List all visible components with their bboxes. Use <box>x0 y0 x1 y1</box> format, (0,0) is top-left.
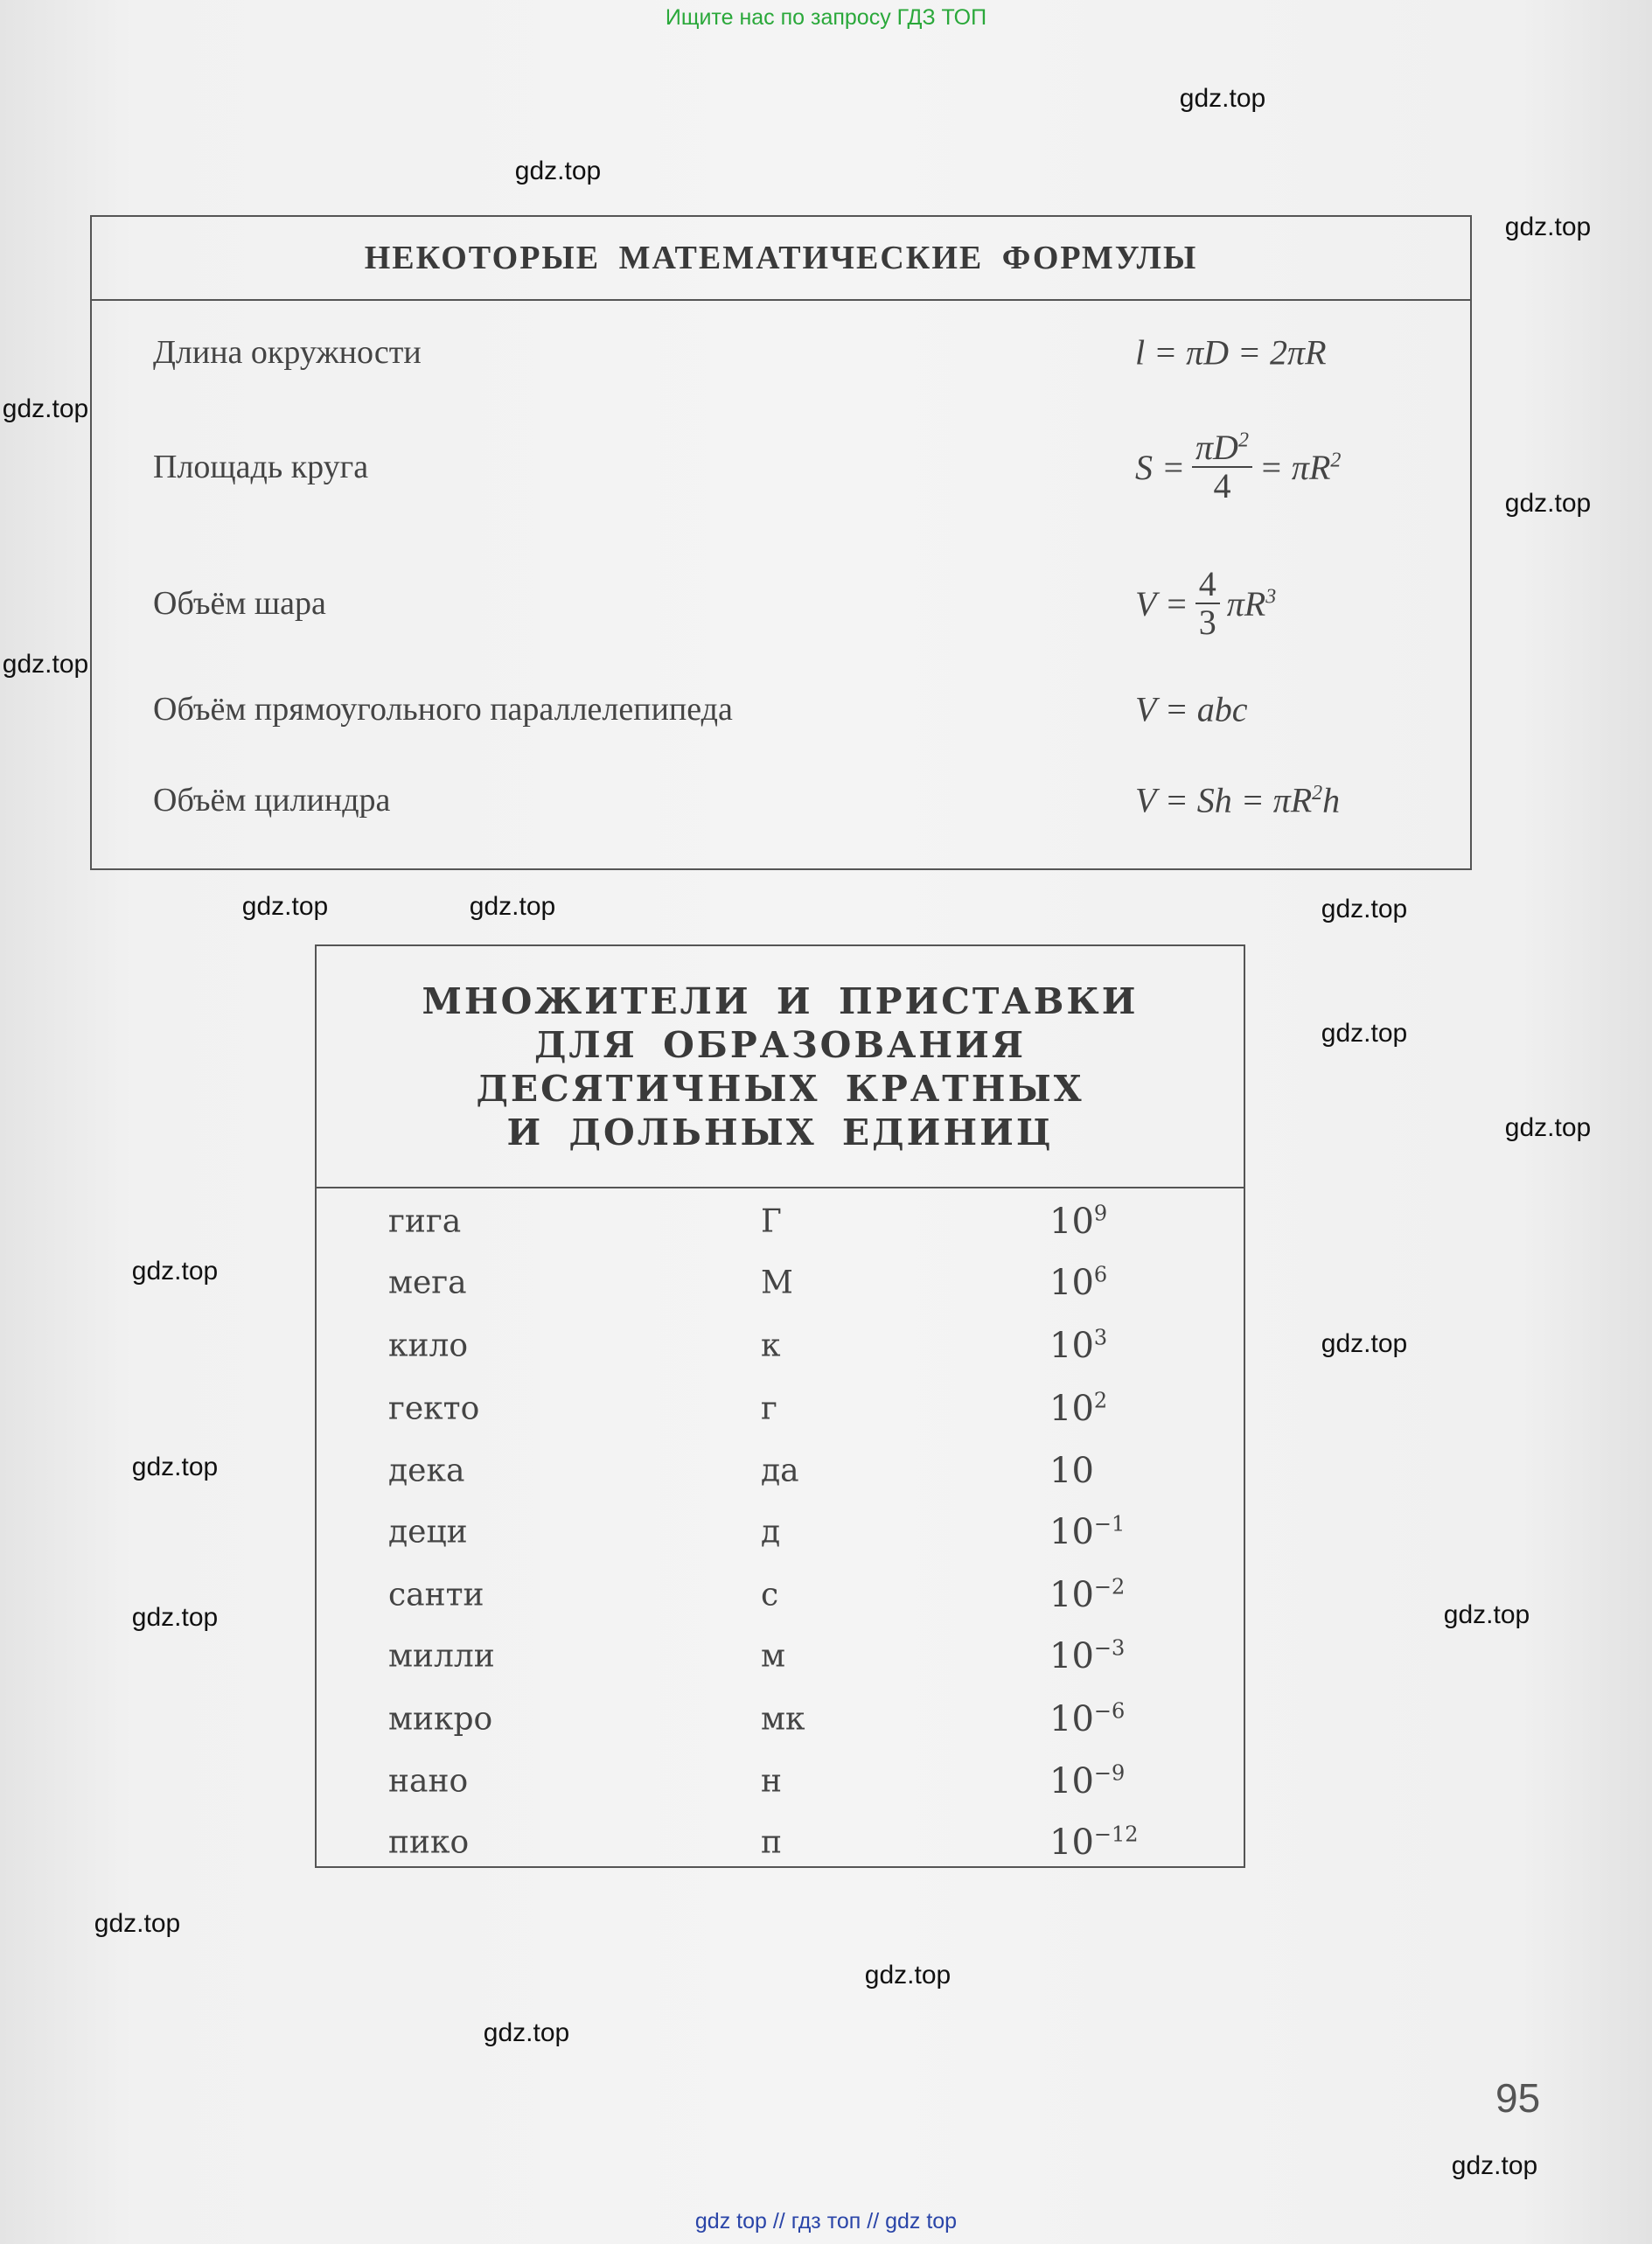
prefix-name: гига <box>388 1203 462 1240</box>
multiplier-base: 10 <box>1049 1699 1094 1739</box>
watermark: gdz.top <box>1504 213 1592 241</box>
watermark: gdz.top <box>1321 1329 1408 1358</box>
formula-prefix: V = Sh = πR <box>1135 780 1313 820</box>
prefix-name: нано <box>388 1763 469 1800</box>
multiplier-exponent: 6 <box>1093 1262 1108 1287</box>
prefix-symbol: М <box>761 1265 793 1301</box>
formula-suffix: πR <box>1226 583 1266 624</box>
title-line: МНОЖИТЕЛИ И ПРИСТАВКИ <box>422 979 1139 1022</box>
formula-label: Объём шара <box>153 585 326 622</box>
prefix-multiplier <box>1049 1761 1125 1801</box>
prefix-name: милли <box>388 1638 495 1675</box>
prefix-multiplier <box>1049 1699 1125 1739</box>
formula <box>1135 429 1341 505</box>
exponent: 2 <box>1330 449 1342 472</box>
formula-suffix: = πR <box>1258 447 1331 487</box>
prefix-multiplier <box>1049 1636 1125 1676</box>
multiplier-base: 10 <box>1049 1761 1094 1801</box>
watermark: gdz.top <box>864 1961 951 1990</box>
prefix-name: микро <box>388 1701 493 1738</box>
unit-prefixes-title <box>317 946 1244 1188</box>
denominator: 3 <box>1198 603 1216 642</box>
formula-label: Объём прямоугольного параллелепипеда <box>153 691 733 728</box>
multiplier-base: 10 <box>1049 1636 1094 1676</box>
math-formulas-table <box>90 215 1472 870</box>
multiplier-exponent: −12 <box>1093 1822 1139 1847</box>
prefix-symbol: да <box>761 1453 799 1489</box>
formula <box>1135 780 1340 821</box>
watermark: gdz.top <box>1321 895 1408 923</box>
watermark: gdz.top <box>1451 2151 1538 2180</box>
multiplier-exponent: 2 <box>1093 1388 1108 1413</box>
prefix-name: пико <box>388 1824 470 1861</box>
formula-prefix: S = <box>1135 447 1185 487</box>
prefix-name: гекто <box>388 1390 480 1427</box>
prefix-name: кило <box>388 1328 469 1364</box>
prefix-multiplier <box>1049 1326 1107 1366</box>
formula: V = abc <box>1135 689 1248 729</box>
prefix-multiplier <box>1049 1451 1094 1491</box>
formula <box>1135 566 1276 641</box>
multiplier-base: 10 <box>1049 1512 1094 1552</box>
multiplier-exponent: −2 <box>1093 1574 1126 1599</box>
formula-prefix: V = <box>1135 583 1188 624</box>
multiplier-exponent: 9 <box>1093 1201 1108 1226</box>
denominator: 4 <box>1213 466 1231 505</box>
prefix-symbol: г <box>761 1390 777 1427</box>
title-line: ДЕСЯТИЧНЫХ КРАТНЫХ <box>476 1067 1084 1110</box>
title-line: ДЛЯ ОБРАЗОВАНИЯ <box>533 1023 1027 1066</box>
numerator: 4 <box>1195 566 1220 604</box>
prefix-name: деци <box>388 1514 468 1551</box>
watermark: gdz.top <box>1504 1113 1592 1142</box>
prefix-name: санти <box>388 1577 484 1613</box>
fraction <box>1195 566 1220 641</box>
formula-label: Площадь круга <box>153 449 369 485</box>
watermark: gdz.top <box>1443 1600 1530 1629</box>
watermark: gdz.top <box>131 1257 219 1286</box>
footer-watermark: gdz top // гдз топ // gdz top <box>694 2209 958 2234</box>
math-formulas-title: НЕКОТОРЫЕ МАТЕМАТИЧЕСКИЕ ФОРМУЛЫ <box>92 217 1470 301</box>
multiplier-base: 10 <box>1049 1326 1094 1366</box>
watermark: gdz.top <box>469 892 556 921</box>
watermark: gdz.top <box>1321 1019 1408 1048</box>
formula-label: Объём цилиндра <box>153 782 391 819</box>
multiplier-base: 10 <box>1049 1263 1094 1303</box>
prefix-symbol: к <box>761 1328 781 1364</box>
multiplier-base: 10 <box>1049 1822 1094 1863</box>
prefix-multiplier <box>1049 1822 1139 1863</box>
prefix-symbol: п <box>761 1824 782 1861</box>
multiplier-exponent: −1 <box>1093 1511 1126 1537</box>
multiplier-base: 10 <box>1049 1202 1094 1242</box>
prefix-multiplier <box>1049 1575 1125 1615</box>
watermark: gdz.top <box>2 394 89 423</box>
prefix-symbol: мк <box>761 1701 805 1738</box>
multiplier-base: 10 <box>1049 1451 1094 1491</box>
prefix-multiplier <box>1049 1263 1107 1303</box>
prefix-symbol: н <box>761 1763 782 1800</box>
prefix-symbol: Г <box>761 1203 782 1240</box>
exponent: 2 <box>1312 782 1323 805</box>
multiplier-base: 10 <box>1049 1389 1094 1429</box>
watermark: gdz.top <box>483 2018 570 2047</box>
numerator: πD <box>1195 428 1238 467</box>
multiplier-exponent: −6 <box>1093 1698 1126 1724</box>
watermark: gdz.top <box>2 650 89 679</box>
prefix-name: мега <box>388 1265 467 1301</box>
prefix-multiplier <box>1049 1202 1107 1242</box>
watermark: gdz.top <box>241 892 329 921</box>
prefix-symbol: д <box>761 1514 781 1551</box>
watermark: gdz.top <box>94 1909 181 1938</box>
prefix-multiplier <box>1049 1389 1107 1429</box>
watermark: gdz.top <box>131 1603 219 1632</box>
page-number: 95 <box>1495 2075 1541 2121</box>
watermark: gdz.top <box>131 1453 219 1481</box>
unit-prefixes-table <box>315 944 1245 1868</box>
multiplier-base: 10 <box>1049 1575 1094 1615</box>
watermark: gdz.top <box>514 157 602 185</box>
title-line: И ДОЛЬНЫХ ЕДИНИЦ <box>506 1111 1054 1153</box>
prefix-symbol: м <box>761 1638 786 1675</box>
prefix-symbol: с <box>761 1577 779 1613</box>
exponent: 3 <box>1265 585 1277 609</box>
top-search-notice: Ищите нас по запросу ГДЗ ТОП <box>665 5 987 30</box>
prefix-name: дека <box>388 1453 465 1489</box>
formula-label: Длина окружности <box>153 334 422 371</box>
exponent: 2 <box>1237 429 1249 452</box>
multiplier-exponent: −9 <box>1093 1760 1126 1786</box>
formula: l = πD = 2πR <box>1135 332 1327 373</box>
formula-suffix: h <box>1322 780 1341 820</box>
watermark: gdz.top <box>1504 489 1592 518</box>
multiplier-exponent: 3 <box>1093 1325 1108 1350</box>
multiplier-exponent: −3 <box>1093 1635 1126 1661</box>
fraction <box>1192 429 1252 505</box>
prefix-multiplier <box>1049 1512 1125 1552</box>
watermark: gdz.top <box>1179 84 1266 113</box>
